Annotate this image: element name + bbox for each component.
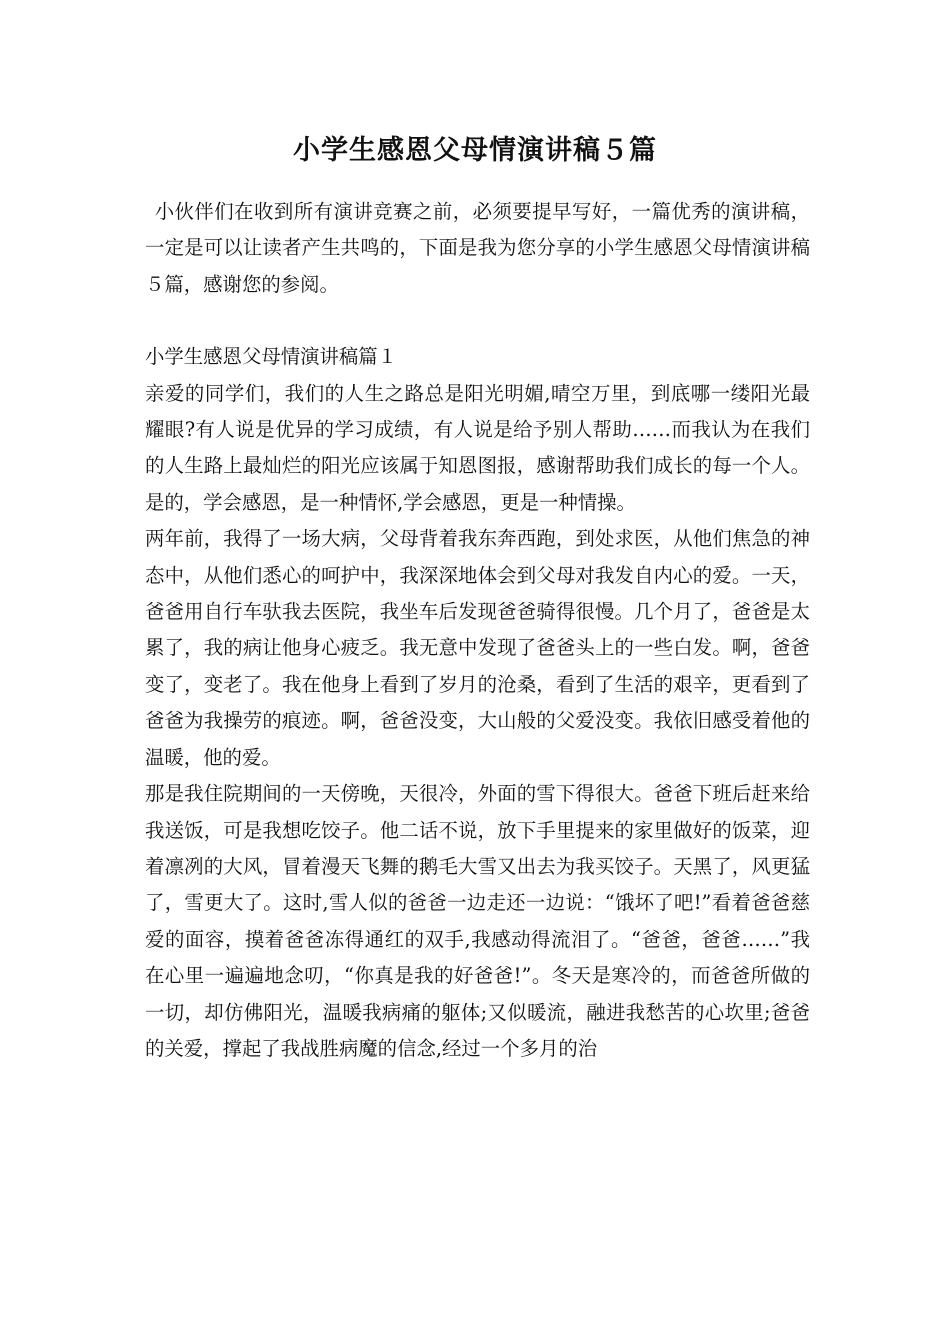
body-paragraph-2: 两年前，我得了一场大病，父母背着我东奔西跑，到处求医，从他们焦急的神态中，从他们悉心的呵护中，我深深地体会到父母对我发自内心的爱。一天，爸爸用自行车驮我去医院，我坐车后发现爸爸骑得很慢。几个月了，爸爸是太累了，我的病让他身心疲乏。我无意中发现了爸爸头上的一些白发。啊，爸爸变了，变老了。我在他身上看到了岁月的沧桑，看到了生活的艰辛，更看到了爸爸为我操劳的痕迹。啊，爸爸没变，大山般的父爱没变。我依旧感受着他的温暖，他的爱。: [145, 527, 810, 769]
section-heading: 小学生感恩父母情演讲稿篇１: [145, 345, 398, 369]
body-paragraph-3: 那是我住院期间的一天傍晚，天很冷，外面的雪下得很大。爸爸下班后赶来给我送饭，可是我想吃饺子。他二话不说，放下手里提来的家里做好的饭菜，迎着凛冽的大风，冒着漫天飞舞的鹅毛大雪又出去为我买饺子。天黑了，风更猛了，雪更大了。这时,雪人似的爸爸一边走还一边说：“饿坏了吧!”看着爸爸慈爱的面容，摸着爸爸冻得通红的双手,我感动得流泪了。“爸爸，爸爸……”我在心里一遍遍地念叨，“你真是我的好爸爸!”。冬天是寒冷的，而爸爸所做的一切，却仿佛阳光，温暖我病痛的躯体;又似暖流，融进我愁苦的心坎里;爸爸的关爱，撑起了我战胜病魔的信念,经过一个多月的治: [145, 782, 810, 1060]
body-paragraph-1: 亲爱的同学们，我们的人生之路总是阳光明媚,晴空万里，到底哪一缕阳光最耀眼?有人说是优异的学习成绩，有人说是给予别人帮助……而我认为在我们的人生路上最灿烂的阳光应该属于知恩图报，感谢帮助我们成长的每一个人。是的，学会感恩，是一种情怀,学会感恩，更是一种情操。: [145, 381, 810, 514]
document-title: 小学生感恩父母情演讲稿５篇: [293, 135, 657, 166]
document-body: [145, 194, 810, 1067]
paragraph-gap: [145, 303, 810, 339]
intro-paragraph: 小伙伴们在收到所有演讲竞赛之前，必须要提早写好，一篇优秀的演讲稿，一定是可以让读者产生共鸣的，下面是我为您分享的小学生感恩父母情演讲稿５篇，感谢您的参阅。: [145, 200, 810, 296]
